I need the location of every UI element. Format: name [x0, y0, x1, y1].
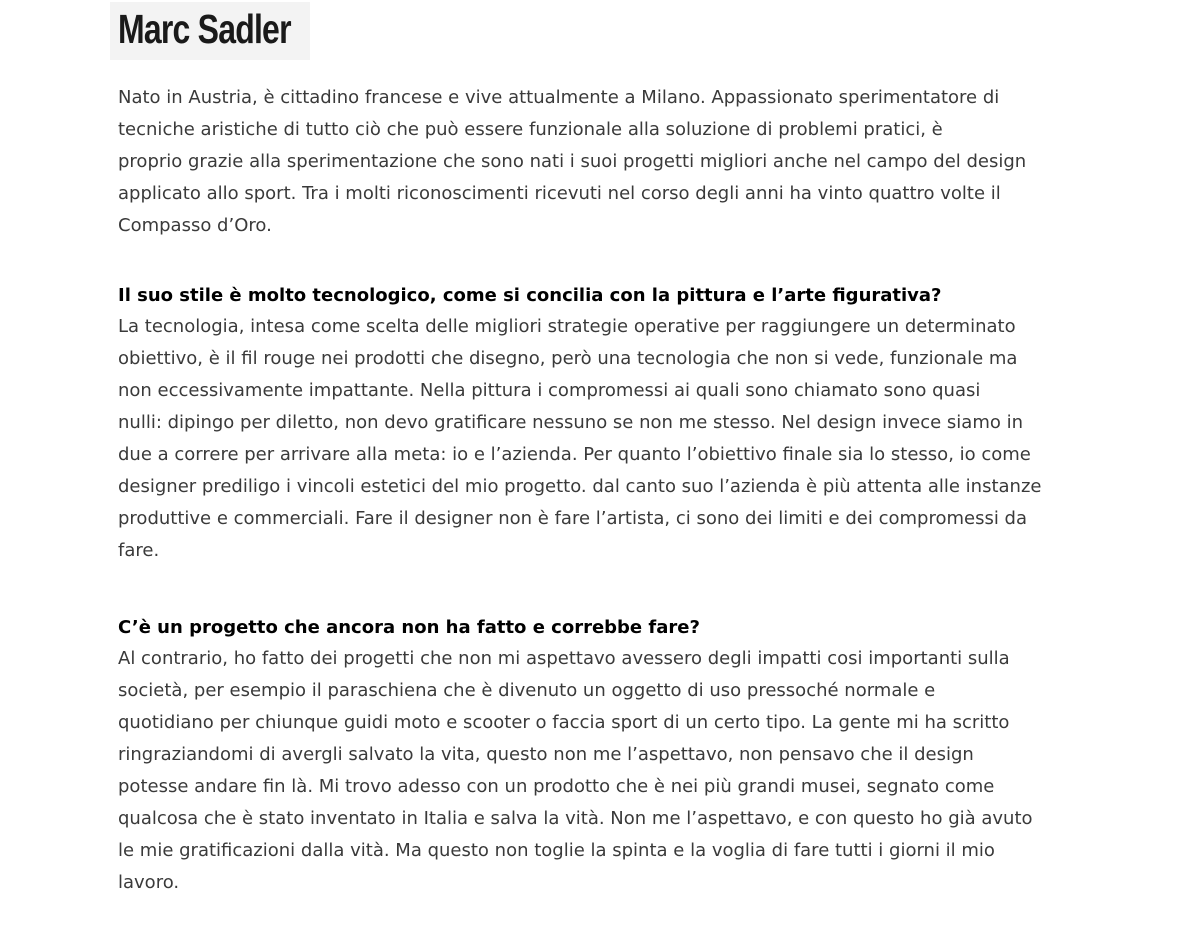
- paragraph-line: ringraziandomi di avergli salvato la vita, questo non me l’aspettavo, non pensavo che il design: [118, 744, 974, 765]
- paragraph-line: fare.: [118, 540, 160, 561]
- paragraph-line: tecniche aristiche di tutto ciò che può essere funzionale alla soluzione di problemi pratici, è: [118, 119, 943, 140]
- intro-paragraph: [118, 82, 1118, 242]
- paragraph-line: applicato allo sport. Tra i molti riconoscimenti ricevuti nel corso degli anni ha vinto quattro volte il: [118, 183, 1001, 204]
- paragraph-line: Compasso d’Oro.: [118, 215, 272, 236]
- paragraph-line: La tecnologia, intesa come scelta delle migliori strategie operative per raggiungere un determinato: [118, 316, 1016, 337]
- interview-question-1: Il suo stile è molto tecnologico, come si concilia con la pittura e l’arte figurativa?: [118, 285, 942, 306]
- interview-answer-1: [118, 311, 1118, 567]
- paragraph-line: potesse andare fin là. Mi trovo adesso con un prodotto che è nei più grandi musei, segnato come: [118, 776, 995, 797]
- paragraph-line: due a correre per arrivare alla meta: io e l’azienda. Per quanto l’obiettivo finale sia lo stesso, io come: [118, 444, 1031, 465]
- paragraph-line: designer prediligo i vincoli estetici del mio progetto. dal canto suo l’azienda è più attenta alle instanze: [118, 476, 1042, 497]
- paragraph-line: le mie gratificazioni dalla vità. Ma questo non toglie la spinta e la voglia di fare tutti i giorni il mio: [118, 840, 995, 861]
- paragraph-line: società, per esempio il paraschiena che è divenuto un oggetto di uso pressoché normale e: [118, 680, 936, 701]
- paragraph-line: non eccessivamente impattante. Nella pittura i compromessi ai quali sono chiamato sono quasi: [118, 380, 981, 401]
- page-title: Marc Sadler: [118, 6, 291, 52]
- interview-answer-2: [118, 643, 1118, 899]
- paragraph-line: obiettivo, è il fil rouge nei prodotti che disegno, però una tecnologia che non si vede, funzionale ma: [118, 348, 1018, 369]
- paragraph-line: produttive e commerciali. Fare il designer non è fare l’artista, ci sono dei limiti e dei compromessi da: [118, 508, 1028, 529]
- paragraph-line: lavoro.: [118, 872, 180, 893]
- interview-question-2: C’è un progetto che ancora non ha fatto e correbbe fare?: [118, 617, 700, 638]
- paragraph-line: Nato in Austria, è cittadino francese e vive attualmente a Milano. Appassionato sperimentatore di: [118, 87, 1000, 108]
- paragraph-line: Al contrario, ho fatto dei progetti che non mi aspettavo avessero degli impatti cosi importanti sulla: [118, 648, 1010, 669]
- paragraph-line: nulli: dipingo per diletto, non devo gratificare nessuno se non me stesso. Nel design invece siamo in: [118, 412, 1024, 433]
- paragraph-line: quotidiano per chiunque guidi moto e scooter o faccia sport di un certo tipo. La gente mi ha scritto: [118, 712, 1010, 733]
- paragraph-line: qualcosa che è stato inventato in Italia e salva la vità. Non me l’aspettavo, e con questo ho già avuto: [118, 808, 1033, 829]
- paragraph-line: proprio grazie alla sperimentazione che sono nati i suoi progetti migliori anche nel campo del design: [118, 151, 1027, 172]
